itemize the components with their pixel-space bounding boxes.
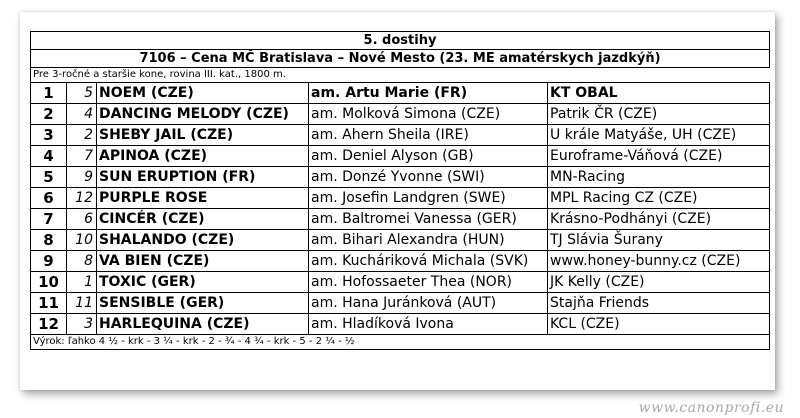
- rider-cell: am. Bihari Alexandra (HUN): [309, 230, 548, 251]
- owner-cell: KCL (CZE): [548, 314, 770, 335]
- place-cell: 8: [31, 230, 67, 251]
- owner-cell: KT OBAL: [548, 83, 770, 104]
- owner-cell: JK Kelly (CZE): [548, 272, 770, 293]
- result-row: [31, 230, 770, 251]
- place-cell: 3: [31, 125, 67, 146]
- horse-number-cell: 8: [67, 251, 97, 272]
- rider-cell: am. Kucháriková Michala (SVK): [309, 251, 548, 272]
- owner-cell: Patrik ČR (CZE): [548, 104, 770, 125]
- race-results-table: [30, 31, 770, 350]
- place-cell: 12: [31, 314, 67, 335]
- owner-cell: U krále Matyáše, UH (CZE): [548, 125, 770, 146]
- place-cell: 4: [31, 146, 67, 167]
- rider-cell: am. Hladíková Ivona: [309, 314, 548, 335]
- rider-cell: am. Baltromei Vanessa (GER): [309, 209, 548, 230]
- horse-number-cell: 12: [67, 188, 97, 209]
- place-cell: 11: [31, 293, 67, 314]
- result-row: [31, 83, 770, 104]
- horse-number-cell: 3: [67, 314, 97, 335]
- owner-cell: Krásno-Podhányi (CZE): [548, 209, 770, 230]
- result-row: [31, 272, 770, 293]
- rider-cell: am. Hofossaeter Thea (NOR): [309, 272, 548, 293]
- rider-cell: am. Hana Juránková (AUT): [309, 293, 548, 314]
- owner-cell: TJ Slávia Šurany: [548, 230, 770, 251]
- horse-number-cell: 11: [67, 293, 97, 314]
- horse-name-cell: PURPLE ROSE: [97, 188, 309, 209]
- horse-name-cell: NOEM (CZE): [97, 83, 309, 104]
- horse-number-cell: 10: [67, 230, 97, 251]
- watermark-text: www.canonprofi.eu: [638, 400, 784, 416]
- rider-cell: am. Deniel Alyson (GB): [309, 146, 548, 167]
- horse-number-cell: 9: [67, 167, 97, 188]
- result-row: [31, 251, 770, 272]
- rider-cell: am. Josefin Landgren (SWE): [309, 188, 548, 209]
- horse-name-cell: TOXIC (GER): [97, 272, 309, 293]
- place-cell: 1: [31, 83, 67, 104]
- horse-name-cell: SENSIBLE (GER): [97, 293, 309, 314]
- rider-cell: am. Ahern Sheila (IRE): [309, 125, 548, 146]
- race-heading: 5. dostihy: [31, 32, 770, 50]
- race-conditions: Pre 3-ročné a staršie kone, rovina III. kat., 1800 m.: [31, 68, 309, 83]
- horse-name-cell: APINOA (CZE): [97, 146, 309, 167]
- owner-cell: Stajňa Friends: [548, 293, 770, 314]
- owner-cell: www.honey-bunny.cz (CZE): [548, 251, 770, 272]
- owner-cell: MN-Racing: [548, 167, 770, 188]
- result-row: [31, 314, 770, 335]
- place-cell: 5: [31, 167, 67, 188]
- result-row: [31, 146, 770, 167]
- horse-name-cell: SHALANDO (CZE): [97, 230, 309, 251]
- place-cell: 6: [31, 188, 67, 209]
- place-cell: 9: [31, 251, 67, 272]
- rider-cell: am. Donzé Yvonne (SWI): [309, 167, 548, 188]
- horse-number-cell: 2: [67, 125, 97, 146]
- horse-number-cell: 6: [67, 209, 97, 230]
- horse-number-cell: 1: [67, 272, 97, 293]
- horse-number-cell: 7: [67, 146, 97, 167]
- horse-name-cell: CINCÉR (CZE): [97, 209, 309, 230]
- horse-number-cell: 5: [67, 83, 97, 104]
- race-title-row: [31, 50, 770, 68]
- result-row: [31, 188, 770, 209]
- horse-name-cell: HARLEQUINA (CZE): [97, 314, 309, 335]
- result-row: [31, 104, 770, 125]
- results-card: [20, 12, 775, 390]
- race-margins: Výrok: ľahko 4 ½ - krk - 3 ¼ - krk - 2 - ¾ - 4 ¾ - krk - 5 - 2 ¼ - ½: [31, 335, 770, 350]
- horse-name-cell: SUN ERUPTION (FR): [97, 167, 309, 188]
- horse-name-cell: SHEBY JAIL (CZE): [97, 125, 309, 146]
- place-cell: 2: [31, 104, 67, 125]
- race-conditions-row: [31, 68, 770, 83]
- place-cell: 10: [31, 272, 67, 293]
- result-row: [31, 167, 770, 188]
- place-cell: 7: [31, 209, 67, 230]
- horse-name-cell: VA BIEN (CZE): [97, 251, 309, 272]
- result-row: [31, 293, 770, 314]
- race-heading-row: [31, 32, 770, 50]
- horse-number-cell: 4: [67, 104, 97, 125]
- rider-cell: am. Molková Simona (CZE): [309, 104, 548, 125]
- result-row: [31, 209, 770, 230]
- race-title: 7106 – Cena MČ Bratislava – Nové Mesto (23. ME amatérskych jazdkýň): [31, 50, 770, 68]
- race-conditions-spacer: [309, 68, 770, 83]
- horse-name-cell: DANCING MELODY (CZE): [97, 104, 309, 125]
- result-row: [31, 125, 770, 146]
- rider-cell: am. Artu Marie (FR): [309, 83, 548, 104]
- race-margins-row: [31, 335, 770, 350]
- owner-cell: MPL Racing CZ (CZE): [548, 188, 770, 209]
- owner-cell: Euroframe-Váňová (CZE): [548, 146, 770, 167]
